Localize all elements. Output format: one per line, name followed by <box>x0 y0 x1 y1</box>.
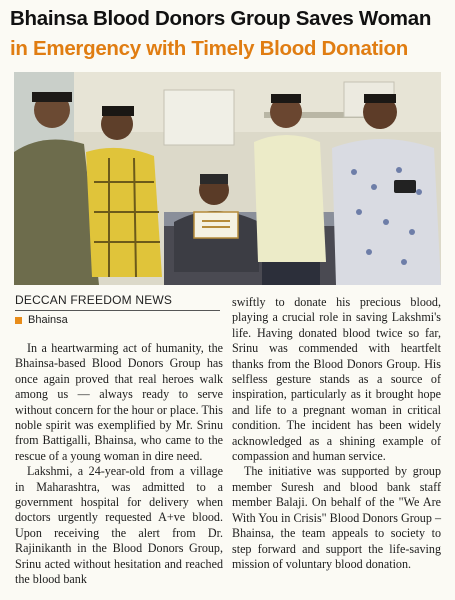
byline-source: DECCAN FREEDOM NEWS <box>15 293 173 307</box>
article-paragraph-4: The initiative was supported by group member Suresh and blood bank staff member Balaji. On behalf of the "We Are With You in Crisis" Blood Donors Group – Bhainsa, the team appeals to society to step forward and support the life-saving mission of voluntary blood donation. <box>232 464 441 571</box>
news-photo <box>14 72 441 285</box>
article-paragraph-2: Lakshmi, a 24-year-old from a village in Maharashtra, was admitted to a government hospital for delivery when doctors urgently requested A+ve blood. Upon receiving the alert from Dr. Rajinikanth in the Blood Donors Group, Srinu acted without hesitation and reached the blood bank <box>15 464 223 587</box>
byline-location <box>15 314 68 326</box>
photo-illustration <box>14 72 441 285</box>
article-column-1 <box>15 341 223 588</box>
location-marker-icon <box>15 317 22 324</box>
article-paragraph-1: In a heartwarming act of humanity, the Bhainsa-based Blood Donors Group has once again proved that real heroes walk among us — always ready to serve without concern for the hour or place. This noble spirit was exemplified by Mr. Srinu from Battigalli, Bhainsa, who came to the rescue of a young woman in dire need. <box>15 341 223 463</box>
byline-divider <box>15 310 220 311</box>
headline-line-1: Bhainsa Blood Donors Group Saves Woman <box>10 7 432 30</box>
article-column-2 <box>232 295 441 572</box>
headline <box>10 4 450 64</box>
headline-line-2: in Emergency with Timely Blood Donation <box>10 37 408 60</box>
location-label: Bhainsa <box>28 314 68 326</box>
article-paragraph-3: swiftly to donate his precious blood, playing a crucial role in saving Lakshmi's life. Having donated blood twice so far, Srinu was commended with heartfelt thanks from the Blood Donors Group. His selfless gesture stands as a source of inspiration, particularly as it brought hope and life to a pregnant woman in critical condition. The incident has been widely acknowledged as a shining example of compassion and human service. <box>232 295 441 464</box>
